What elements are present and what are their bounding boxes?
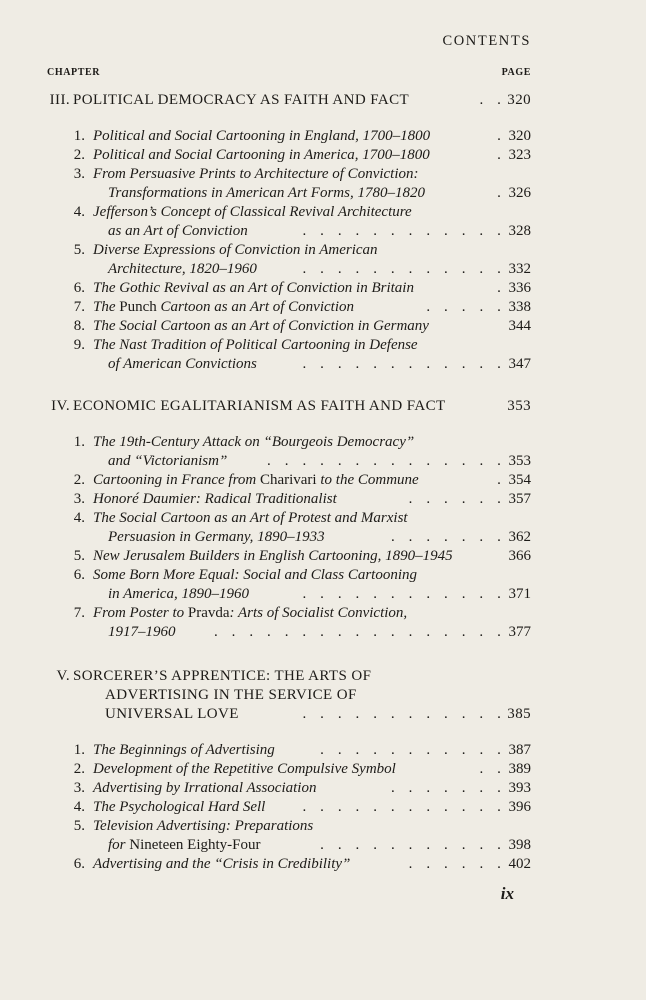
toc-entry-line: [0, 761, 646, 781]
entry-number: 2.: [73, 472, 85, 488]
toc-entry-line: [0, 742, 646, 762]
toc-entry-line: [0, 299, 646, 319]
entry-title: Diverse Expressions of Conviction in American: [93, 242, 378, 258]
entry-page-number: 377: [508, 624, 531, 640]
toc-entry-line: [0, 223, 646, 243]
entry-number: 2.: [73, 147, 85, 163]
leader-dots: . . . . . . . . . . . .: [302, 261, 506, 277]
chapter-column-label: CHAPTER: [47, 67, 101, 78]
entry-title: The Psychological Hard Sell: [93, 799, 266, 815]
entry-title: Honoré Daumier: Radical Traditionalist: [93, 491, 337, 507]
leader-dots: . . . . . . . . . . . . . .: [267, 453, 506, 469]
entry-page-number: 371: [508, 586, 531, 602]
chapter-title-line: UNIVERSAL LOVE: [105, 706, 239, 722]
leader-dots: . . . . . .: [408, 491, 506, 507]
entry-page-number: 344: [508, 318, 531, 334]
entry-number: 3.: [73, 780, 85, 796]
entry-title: Development of the Repetitive Compulsive Symbol: [93, 761, 396, 777]
toc-entry-line: [0, 605, 646, 625]
entry-number: 3.: [73, 166, 85, 182]
leader-dots: . . . . . . . . . . . .: [302, 799, 506, 815]
roman-word: Punch: [119, 299, 157, 315]
chapter-title-line: SORCERER’S APPRENTICE: THE ARTS OF: [73, 668, 372, 684]
toc-entry-line: [0, 491, 646, 511]
entry-title: Advertising and the “Crisis in Credibility”: [93, 856, 351, 872]
leader-dots: . . . . . . . . . . . .: [302, 586, 506, 602]
entry-page-number: 353: [508, 453, 531, 469]
chapter-title-line: ECONOMIC EGALITARIANISM AS FAITH AND FACT: [73, 398, 446, 414]
leader-dots: . . . . .: [426, 299, 506, 315]
entry-title: and “Victorianism”: [108, 453, 228, 469]
toc-entry-line: [0, 510, 646, 530]
entry-page-number: 396: [508, 799, 531, 815]
toc-entry-line: [0, 529, 646, 549]
entry-page-number: 338: [508, 299, 531, 315]
entry-page-number: 326: [508, 185, 531, 201]
toc-entry-line: [0, 818, 646, 838]
leader-dots: .: [497, 280, 506, 296]
entry-number: 4.: [73, 510, 85, 526]
toc-entry-line: [0, 472, 646, 492]
entry-number: 1.: [73, 742, 85, 758]
entry-number: 7.: [73, 605, 85, 621]
entry-title: Television Advertising: Preparations: [93, 818, 314, 834]
toc-entry-line: [0, 780, 646, 800]
leader-dots: . . . . . . . . . . .: [320, 837, 506, 853]
entry-page-number: 387: [508, 742, 531, 758]
entry-title: Architecture, 1820–1960: [108, 261, 257, 277]
toc-entry-line: [0, 356, 646, 376]
entry-page-number: 332: [508, 261, 531, 277]
chapter-page-number: 353: [507, 398, 531, 414]
entry-number: 4.: [73, 204, 85, 220]
toc-entry-line: [0, 242, 646, 262]
entry-page-number: 393: [508, 780, 531, 796]
toc-entry-line: [0, 453, 646, 473]
chapter-title-line: POLITICAL DEMOCRACY AS FAITH AND FACT: [73, 92, 410, 108]
toc-entry-line: [0, 128, 646, 148]
chapter-page-number: 320: [507, 92, 531, 108]
entry-title: as an Art of Conviction: [108, 223, 248, 239]
page-column-label: PAGE: [501, 67, 531, 78]
entry-number: 6.: [73, 567, 85, 583]
entry-title: The Beginnings of Advertising: [93, 742, 275, 758]
entry-title: New Jerusalem Builders in English Cartooning, 1890–1945: [93, 548, 453, 564]
roman-word: Pravda: [187, 605, 230, 621]
toc-entry-line: [0, 280, 646, 300]
leader-dots: .: [497, 185, 506, 201]
entry-title: in America, 1890–1960: [108, 586, 249, 602]
toc-entry-line: [0, 204, 646, 224]
entry-page-number: 366: [508, 548, 531, 564]
toc-entry-line: [0, 166, 646, 186]
entry-number: 5.: [73, 548, 85, 564]
entry-title: The Social Cartoon as an Art of Conviction in Germany: [93, 318, 429, 334]
entry-title: The Gothic Revival as an Art of Conviction in Britain: [93, 280, 414, 296]
entry-title: Cartooning in France from Charivari to the Commune: [93, 472, 419, 488]
entry-title: Some Born More Equal: Social and Class Cartooning: [93, 567, 418, 583]
entry-page-number: 362: [508, 529, 531, 545]
entry-title: The 19th-Century Attack on “Bourgeois Democracy”: [93, 434, 415, 450]
leader-dots: .: [497, 147, 506, 163]
entry-number: 4.: [73, 799, 85, 815]
entry-title: Transformations in American Art Forms, 1780–1820: [108, 185, 425, 201]
toc-entry-line: [0, 261, 646, 281]
roman-word: Charivari: [259, 472, 317, 488]
toc-entry-line: [0, 318, 646, 338]
entry-number: 6.: [73, 280, 85, 296]
entry-title: for Nineteen Eighty-Four: [108, 837, 261, 853]
entry-number: 1.: [73, 128, 85, 144]
toc-entry-line: [0, 567, 646, 587]
entry-number: 8.: [73, 318, 85, 334]
entry-page-number: 402: [508, 856, 531, 872]
toc-entry-line: [0, 624, 646, 644]
entry-page-number: 398: [508, 837, 531, 853]
entry-title: of American Convictions: [108, 356, 257, 372]
entry-number: 9.: [73, 337, 85, 353]
entry-page-number: 336: [508, 280, 531, 296]
leader-dots: . . . . . . . . . . . .: [302, 356, 506, 372]
entry-number: 3.: [73, 491, 85, 507]
entry-number: 5.: [73, 818, 85, 834]
chapter-number: III.: [49, 92, 70, 108]
chapter-number: IV.: [51, 398, 70, 414]
entry-number: 7.: [73, 299, 85, 315]
entry-title: From Persuasive Prints to Architecture of Conviction:: [93, 166, 419, 182]
leader-dots: . . . . . . .: [390, 529, 506, 545]
entry-page-number: 328: [508, 223, 531, 239]
leader-dots: . . . . . . . . . . . .: [302, 223, 506, 239]
roman-word: Nineteen Eighty-Four: [129, 837, 261, 853]
leader-dots: . .: [479, 92, 506, 108]
chapter-page-number: 385: [507, 706, 531, 722]
entry-number: 5.: [73, 242, 85, 258]
entry-page-number: 323: [508, 147, 531, 163]
entry-page-number: 347: [508, 356, 531, 372]
entry-number: 1.: [73, 434, 85, 450]
entry-title: The Social Cartoon as an Art of Protest and Marxist: [93, 510, 408, 526]
entry-title: Advertising by Irrational Association: [93, 780, 317, 796]
toc-entry-line: [0, 147, 646, 167]
toc-entry-line: [0, 856, 646, 876]
toc-entry-line: [0, 185, 646, 205]
entry-page-number: 354: [508, 472, 531, 488]
entry-number: 2.: [73, 761, 85, 777]
entry-title: Political and Social Cartooning in England, 1700–1800: [93, 128, 431, 144]
leader-dots: .: [497, 128, 506, 144]
entry-title: The Nast Tradition of Political Cartooning in Defense: [93, 337, 418, 353]
leader-dots: . . . . . . . . . . . . . . . . .: [213, 624, 506, 640]
toc-entry-line: [0, 337, 646, 357]
entry-title: 1917–1960: [108, 624, 176, 640]
entry-page-number: 357: [508, 491, 531, 507]
toc-entry-line: [0, 548, 646, 568]
entry-title: Jefferson’s Concept of Classical Revival Architecture: [93, 204, 412, 220]
leader-dots: . .: [479, 761, 506, 777]
entry-title: Political and Social Cartooning in America, 1700–1800: [93, 147, 430, 163]
toc-entry-line: [0, 434, 646, 454]
chapter-number: V.: [56, 668, 70, 684]
entry-title: From Poster to Pravda: Arts of Socialist Conviction,: [93, 605, 408, 621]
chapter-title-line: ADVERTISING IN THE SERVICE OF: [105, 687, 357, 703]
leader-dots: . . . . . . .: [390, 780, 506, 796]
toc-entry-line: [0, 586, 646, 606]
toc-entry-line: [0, 799, 646, 819]
leader-dots: .: [497, 472, 506, 488]
entry-number: 6.: [73, 856, 85, 872]
entry-page-number: 320: [508, 128, 531, 144]
entry-title: The Punch Cartoon as an Art of Conviction: [93, 299, 354, 315]
toc-entry-line: [0, 837, 646, 857]
entry-title: Persuasion in Germany, 1890–1933: [108, 529, 325, 545]
folio-page-number: ix: [500, 884, 514, 903]
entry-page-number: 389: [508, 761, 531, 777]
leader-dots: . . . . . .: [408, 856, 506, 872]
leader-dots: . . . . . . . . . . .: [320, 742, 506, 758]
running-head: CONTENTS: [442, 33, 531, 49]
leader-dots: . . . . . . . . . . . .: [302, 706, 506, 722]
